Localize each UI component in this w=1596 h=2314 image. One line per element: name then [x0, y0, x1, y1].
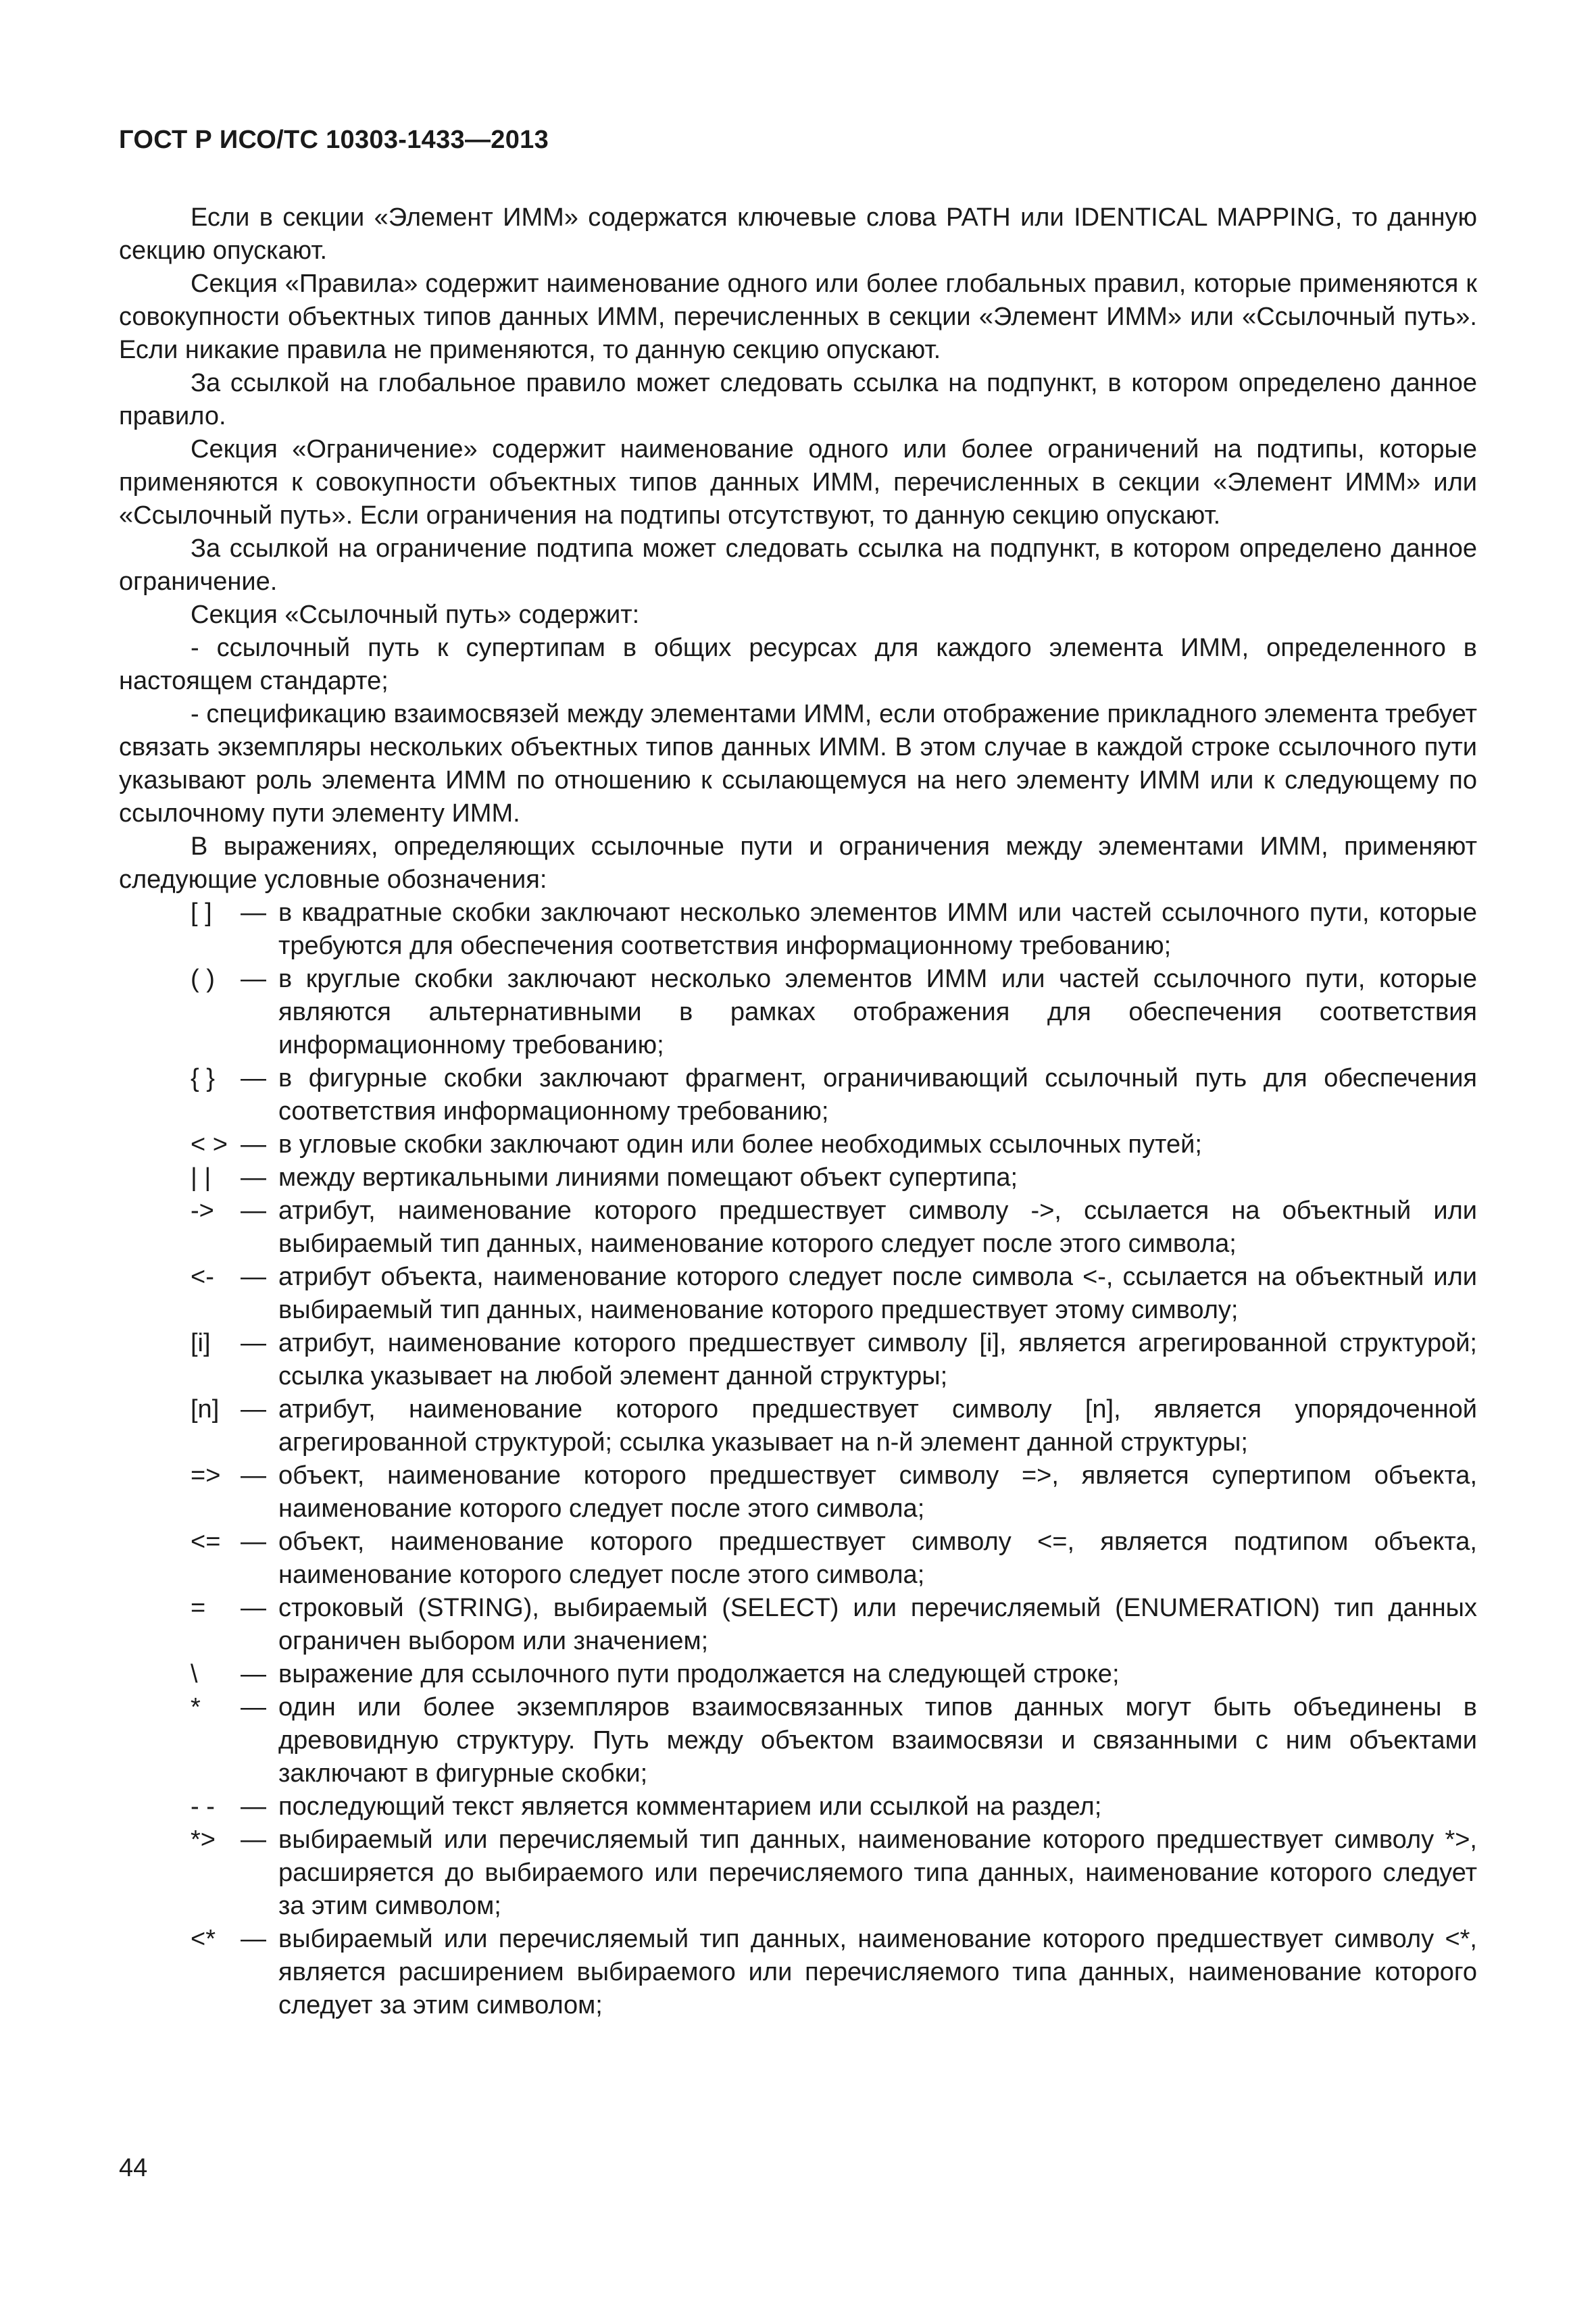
notation-item: [119, 1790, 1477, 1823]
notation-symbol: [i]: [191, 1329, 211, 1357]
em-dash: —: [241, 1792, 266, 1821]
notation-item: [119, 897, 1477, 963]
notation-definition: атрибут, наименование которого предшествует символу [n], является упорядоченной агрегированной структурой; ссылка указывает на n-й элемент данной структуры;: [278, 1395, 1477, 1457]
em-dash: —: [241, 899, 266, 927]
notation-list: [119, 897, 1477, 2022]
notation-item: [119, 1327, 1477, 1393]
notation-definition: в круглые скобки заключают несколько элементов ИММ или частей ссылочного пути, которые являются альтернативными в рамках отображения для обеспечения соответствия информационному требованию;: [278, 965, 1477, 1059]
notation-item: [119, 1393, 1477, 1459]
notation-item: [119, 1592, 1477, 1658]
em-dash: —: [241, 1461, 266, 1490]
notation-symbol: [n]: [191, 1395, 220, 1424]
notation-symbol: <*: [191, 1925, 216, 1953]
notation-definition: в угловые скобки заключают один или более необходимых ссылочных путей;: [278, 1130, 1202, 1159]
notation-symbol: ( ): [191, 965, 215, 993]
em-dash: —: [241, 1130, 266, 1159]
paragraph: За ссылкой на глобальное правило может следовать ссылка на подпункт, в котором определено данное правило.: [119, 369, 1477, 430]
notation-item: [119, 1161, 1477, 1194]
notation-item: [119, 1823, 1477, 1923]
paragraph: - ссылочный путь к супертипам в общих ресурсах для каждого элемента ИММ, определенного в настоящем стандарте;: [119, 634, 1477, 695]
notation-symbol: ->: [191, 1197, 214, 1225]
notation-definition: выбираемый или перечисляемый тип данных, наименование которого предшествует символу <*, является расширением выбираемого или перечисляемого типа данных, наименование которого следует за этим символом;: [278, 1925, 1477, 2019]
em-dash: —: [241, 1163, 266, 1192]
notation-symbol: \: [191, 1660, 198, 1688]
notation-definition: последующий текст является комментарием или ссылкой на раздел;: [278, 1792, 1102, 1821]
em-dash: —: [241, 1826, 266, 1854]
notation-symbol: [ ]: [191, 899, 212, 927]
notation-definition: атрибут, наименование которого предшествует символу ->, ссылается на объектный или выбираемый тип данных, наименование которого следует после этого символа;: [278, 1197, 1477, 1258]
notation-symbol: <=: [191, 1528, 221, 1556]
paragraph: В выражениях, определяющих ссылочные пути и ограничения между элементами ИММ, применяют следующие условные обозначения:: [119, 832, 1477, 894]
notation-item: [119, 1923, 1477, 2022]
notation-symbol: - -: [191, 1792, 215, 1821]
em-dash: —: [241, 1064, 266, 1092]
paragraph: Секция «Правила» содержит наименование одного или более глобальных правил, которые применяются к совокупности объектных типов данных ИММ, перечисленных в секции «Элемент ИММ» или «Ссылочный путь». Если никакие правила не применяются, то данную секцию опускают.: [119, 270, 1477, 364]
notation-definition: строковый (STRING), выбираемый (SELECT) или перечисляемый (ENUMERATION) тип данных ограничен выбором или значением;: [278, 1594, 1477, 1655]
notation-item: [119, 1459, 1477, 1526]
paragraph: За ссылкой на ограничение подтипа может следовать ссылка на подпункт, в котором определено данное ограничение.: [119, 534, 1477, 596]
notation-symbol: *: [191, 1693, 201, 1721]
notation-symbol: { }: [191, 1064, 215, 1092]
notation-definition: объект, наименование которого предшествует символу =>, является супертипом объекта, наименование которого следует после этого символа;: [278, 1461, 1477, 1523]
paragraph: Секция «Ограничение» содержит наименование одного или более ограничений на подтипы, которые применяются к совокупности объектных типов данных ИММ, перечисленных в секции «Элемент ИММ» или «Ссылочный путь». Если ограничения на подтипы отсутствуют, то данную секцию опускают.: [119, 435, 1477, 530]
em-dash: —: [241, 1594, 266, 1622]
em-dash: —: [241, 1528, 266, 1556]
em-dash: —: [241, 1925, 266, 1953]
notation-symbol: | |: [191, 1163, 211, 1192]
notation-item: [119, 1526, 1477, 1592]
notation-item: [119, 1062, 1477, 1128]
notation-item: [119, 1128, 1477, 1161]
notation-definition: объект, наименование которого предшествует символу <=, является подтипом объекта, наименование которого следует после этого символа;: [278, 1528, 1477, 1589]
em-dash: —: [241, 965, 266, 993]
notation-definition: выражение для ссылочного пути продолжается на следующей строке;: [278, 1660, 1120, 1688]
em-dash: —: [241, 1329, 266, 1357]
notation-item: [119, 1691, 1477, 1790]
notation-symbol: < >: [191, 1130, 228, 1159]
notation-definition: между вертикальными линиями помещают объект супертипа;: [278, 1163, 1018, 1192]
notation-item: [119, 1261, 1477, 1327]
em-dash: —: [241, 1693, 266, 1721]
notation-item: [119, 1658, 1477, 1691]
document-header: ГОСТ Р ИСО/ТС 10303-1433—2013: [119, 126, 549, 154]
paragraph: Если в секции «Элемент ИММ» содержатся ключевые слова PATH или IDENTICAL MAPPING, то данную секцию опускают.: [119, 203, 1477, 265]
notation-definition: в фигурные скобки заключают фрагмент, ограничивающий ссылочный путь для обеспечения соответствия информационному требованию;: [278, 1064, 1477, 1126]
em-dash: —: [241, 1197, 266, 1225]
paragraph: Секция «Ссылочный путь» содержит:: [191, 601, 640, 629]
notation-symbol: <-: [191, 1263, 214, 1291]
notation-definition: атрибут, наименование которого предшествует символу [i], является агрегированной структурой; ссылка указывает на любой элемент данной структуры;: [278, 1329, 1477, 1390]
em-dash: —: [241, 1660, 266, 1688]
notation-definition: выбираемый или перечисляемый тип данных, наименование которого предшествует символу *>, расширяется до выбираемого или перечисляемого типа данных, наименование которого следует за этим символом;: [278, 1826, 1477, 1920]
page-number: 44: [119, 2154, 148, 2182]
document-body: [119, 201, 1477, 2022]
paragraph: - спецификацию взаимосвязей между элементами ИММ, если отображение прикладного элемента требует связать экземпляры нескольких объектных типов данных ИММ. В этом случае в каждой строке ссылочного пути указывают роль элемента ИММ по отношению к ссылающемуся на него элементу ИММ или к следующему по ссылочному пути элементу ИММ.: [119, 700, 1477, 828]
notation-symbol: =>: [191, 1461, 221, 1490]
notation-definition: атрибут объекта, наименование которого следует после символа <-, ссылается на объектный или выбираемый тип данных, наименование которого предшествует этому символу;: [278, 1263, 1477, 1324]
notation-definition: один или более экземпляров взаимосвязанных типов данных могут быть объединены в древовидную структуру. Путь между объектом взаимосвязи и связанными с ним объектами заключают в фигурные скобки;: [278, 1693, 1477, 1788]
em-dash: —: [241, 1395, 266, 1424]
notation-item: [119, 963, 1477, 1062]
notation-item: [119, 1194, 1477, 1261]
notation-definition: в квадратные скобки заключают несколько элементов ИММ или частей ссылочного пути, которые требуются для обеспечения соответствия информационному требованию;: [278, 899, 1477, 960]
em-dash: —: [241, 1263, 266, 1291]
notation-symbol: *>: [191, 1826, 216, 1854]
notation-symbol: =: [191, 1594, 206, 1622]
